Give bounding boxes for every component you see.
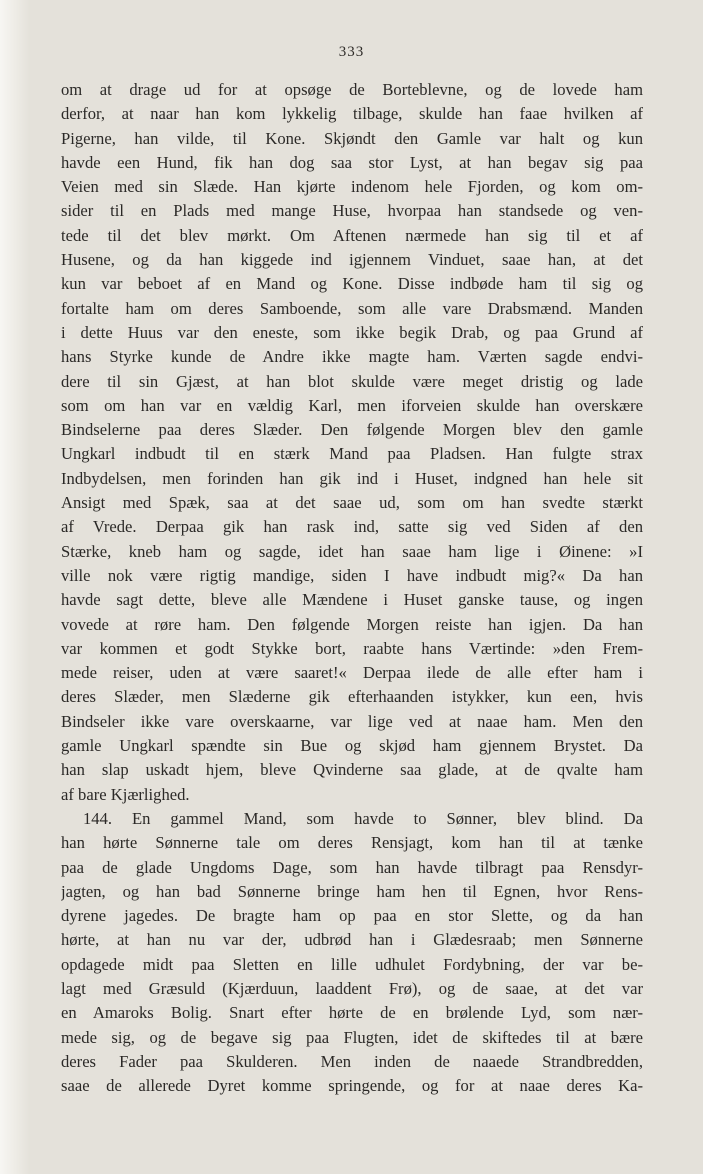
text-line: ville nok være rigtig mandige, siden I have indbudt mig?« Da han <box>61 565 643 585</box>
paragraph <box>61 78 643 807</box>
text-line: Ansigt med Spæk, saa at det saae ud, som om han svedte stærkt <box>61 493 643 513</box>
text-line: i dette Huus var den eneste, som ikke begik Drab, og paa Grund af <box>61 322 643 342</box>
text-line: gamle Ungkarl spændte sin Bue og skjød ham gjennem Brystet. Da <box>61 736 643 756</box>
text-line: af Vrede. Derpaa gik han rask ind, satte sig ved Siden af den <box>61 517 643 537</box>
text-line: jagten, og han bad Sønnerne bringe ham hen til Egnen, hvor Rens- <box>61 881 643 901</box>
text-line: Husene, og da han kiggede ind igjennem Vinduet, saae han, at det <box>61 250 643 270</box>
text-line: havde sagt dette, bleve alle Mændene i Huset ganske tause, og ingen <box>61 590 643 610</box>
text-line: deres Slæder, men Slæderne gik efterhaanden istykker, kun een, hvis <box>61 687 643 707</box>
text-line: 144. En gammel Mand, som havde to Sønner, blev blind. Da <box>83 808 643 828</box>
text-line: kun var beboet af en Mand og Kone. Disse indbøde ham til sig og <box>61 274 643 294</box>
text-line: havde een Hund, fik han dog saa stor Lyst, at han begav sig paa <box>61 152 643 172</box>
text-line: paa de glade Ungdoms Dage, som han havde tilbragt paa Rensdyr- <box>61 857 643 877</box>
text-line: Indbydelsen, men forinden han gik ind i Huset, indgned han hele sit <box>61 468 643 488</box>
paragraph <box>61 807 643 1099</box>
page-gutter-shadow <box>0 0 30 1174</box>
text-line: deres Fader paa Skulderen. Men inden de naaede Strandbredden, <box>61 1051 643 1071</box>
page-number: 333 <box>338 44 365 60</box>
text-line: fortalte ham om deres Samboende, som alle vare Drabsmænd. Manden <box>61 298 643 318</box>
text-line: hørte, at han nu var der, udbrød han i Glædesraab; men Sønnerne <box>61 930 643 950</box>
text-line: Ungkarl indbudt til en stærk Mand paa Pladsen. Han fulgte strax <box>61 444 643 464</box>
text-line: saae de allerede Dyret komme springende, og for at naae deres Ka- <box>61 1076 643 1096</box>
text-line: han slap uskadt hjem, bleve Qvinderne saa glade, at de qvalte ham <box>61 760 643 780</box>
text-line: opdagede midt paa Sletten en lille udhulet Fordybning, der var be- <box>61 954 643 974</box>
text-line: var kommen et godt Stykke bort, raabte hans Værtinde: »den Frem- <box>61 638 643 658</box>
text-line: Veien med sin Slæde. Han kjørte indenom hele Fjorden, og kom om- <box>61 177 643 197</box>
text-line: Bindselerne paa deres Slæder. Den følgende Morgen blev den gamle <box>61 420 643 440</box>
text-line: lagt med Græsuld (Kjærduun, laaddent Frø), og de saae, at det var <box>61 978 643 998</box>
text-line: en Amaroks Bolig. Snart efter hørte de en brølende Lyd, som nær- <box>61 1003 643 1023</box>
text-line: mede reiser, uden at være saaret!« Derpaa ilede de alle efter ham i <box>61 663 643 683</box>
text-line: vovede at røre ham. Den følgende Morgen reiste han igjen. Da han <box>61 614 643 634</box>
text-line: sider til en Plads med mange Huse, hvorpaa han standsede og ven- <box>61 201 643 221</box>
text-line: dyrene jagedes. De bragte ham op paa en stor Slette, og da han <box>61 906 643 926</box>
text-line: dere til sin Gjæst, at han blot skulde være meget dristig og lade <box>61 371 643 391</box>
text-line: Pigerne, han vilde, til Kone. Skjøndt den Gamle var halt og kun <box>61 128 643 148</box>
text-line: om at drage ud for at opsøge de Borteblevne, og de lovede ham <box>61 80 643 99</box>
text-line: af bare Kjærlighed. <box>61 784 190 804</box>
text-line: mede sig, og de begave sig paa Flugten, idet de skiftedes til at bære <box>61 1027 643 1047</box>
text-line: hans Styrke kunde de Andre ikke magte ham. Værten sagde endvi- <box>61 347 643 367</box>
body-text <box>61 78 643 1098</box>
text-line: Stærke, kneb ham og sagde, idet han saae ham lige i Øinene: »I <box>61 541 643 561</box>
text-line: som om han var en vældig Karl, men iforveien skulde han overskære <box>61 395 643 415</box>
text-line: Bindseler ikke vare overskaarne, var lige ved at naae ham. Men den <box>61 711 643 731</box>
text-line: derfor, at naar han kom lykkelig tilbage, skulde han faae hvilken af <box>61 104 643 124</box>
text-line: tede til det blev mørkt. Om Aftenen nærmede han sig til et af <box>61 225 643 245</box>
text-line: han hørte Sønnerne tale om deres Rensjagt, kom han til at tænke <box>61 833 643 853</box>
